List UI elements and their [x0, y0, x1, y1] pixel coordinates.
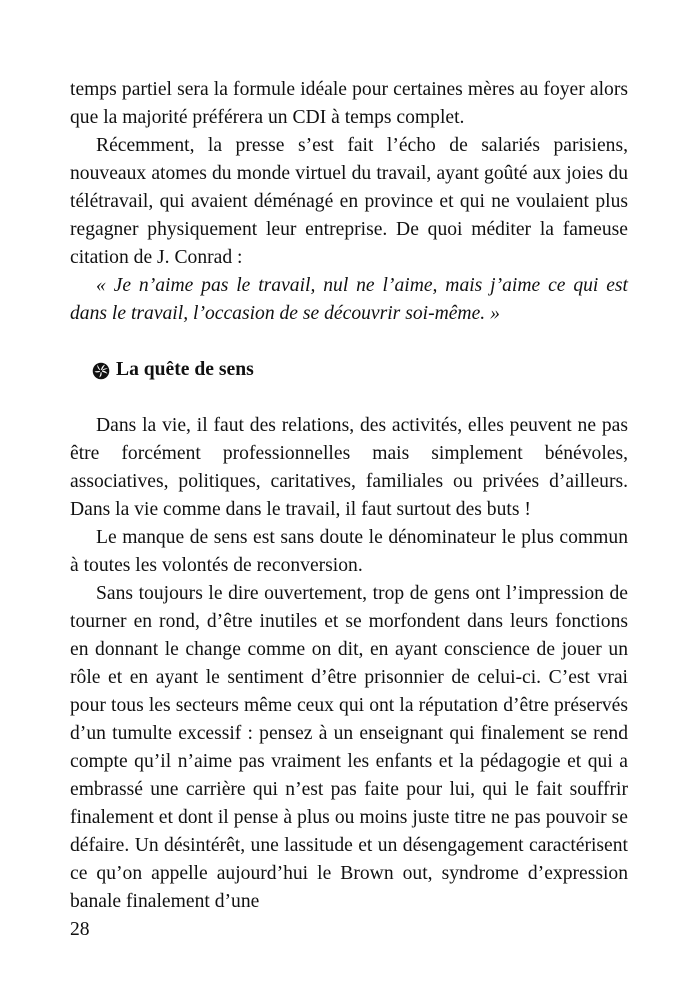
- paragraph-brown-out: Sans toujours le dire ouvertement, trop de gens ont l’impression de tourner en rond, d’être inutiles et se morfondent dans leurs fonctions en donnant le change comme on dit, en ayant conscience de jouer un rôle et en ayant le sentiment d’être prisonnier de celui-ci. C’est vrai pour tous les secteurs même ceux qui ont la réputation d’être préservés d’un tumulte excessif : pensez à un enseignant qui finalement se rend compte qu’il n’aime pas vraiment les enfants et la pédagogie et qui a embrassé une carrière qui n’est pas faite pour lui, qui le fait souffrir finalement et dont il pense à plus ou moins juste titre ne pas pouvoir se défaire. Un désintérêt, une lassitude et un désengagement caractérisent ce qu’on appelle aujourd’hui le Brown out, syndrome d’expression banale finalement d’une: [70, 583, 628, 912]
- section-title: La quête de sens: [116, 359, 254, 380]
- quote-conrad: « Je n’aime pas le travail, nul ne l’aime, mais j’aime ce qui est dans le travail, l’occasion de se découvrir soi-même. »: [70, 275, 628, 324]
- page-number: 28: [70, 919, 90, 940]
- section-heading: [70, 356, 628, 384]
- spacer: [70, 384, 628, 412]
- book-page: [70, 76, 628, 944]
- paragraph-teletravail: Récemment, la presse s’est fait l’écho de salariés parisiens, nouveaux atomes du monde virtuel du travail, ayant goûté aux joies du télétravail, qui avaient déménagé en province et qui ne voulaient plus regagner physiquement leur entreprise. De quoi méditer la fameuse citation de J. Conrad :: [70, 135, 628, 268]
- paragraph-manque-de-sens: Le manque de sens est sans doute le dénominateur le plus commun à toutes les volontés de reconversion.: [70, 527, 628, 576]
- paragraph-continuation: temps partiel sera la formule idéale pour certaines mères au foyer alors que la majorité préférera un CDI à temps complet.: [70, 79, 628, 128]
- pinwheel-icon: [92, 361, 110, 379]
- paragraph-relations: Dans la vie, il faut des relations, des activités, elles peuvent ne pas être forcément professionnelles mais simplement bénévoles, associatives, politiques, caritatives, familiales ou privées d’ailleurs. Dans la vie comme dans le travail, il faut surtout des buts !: [70, 415, 628, 520]
